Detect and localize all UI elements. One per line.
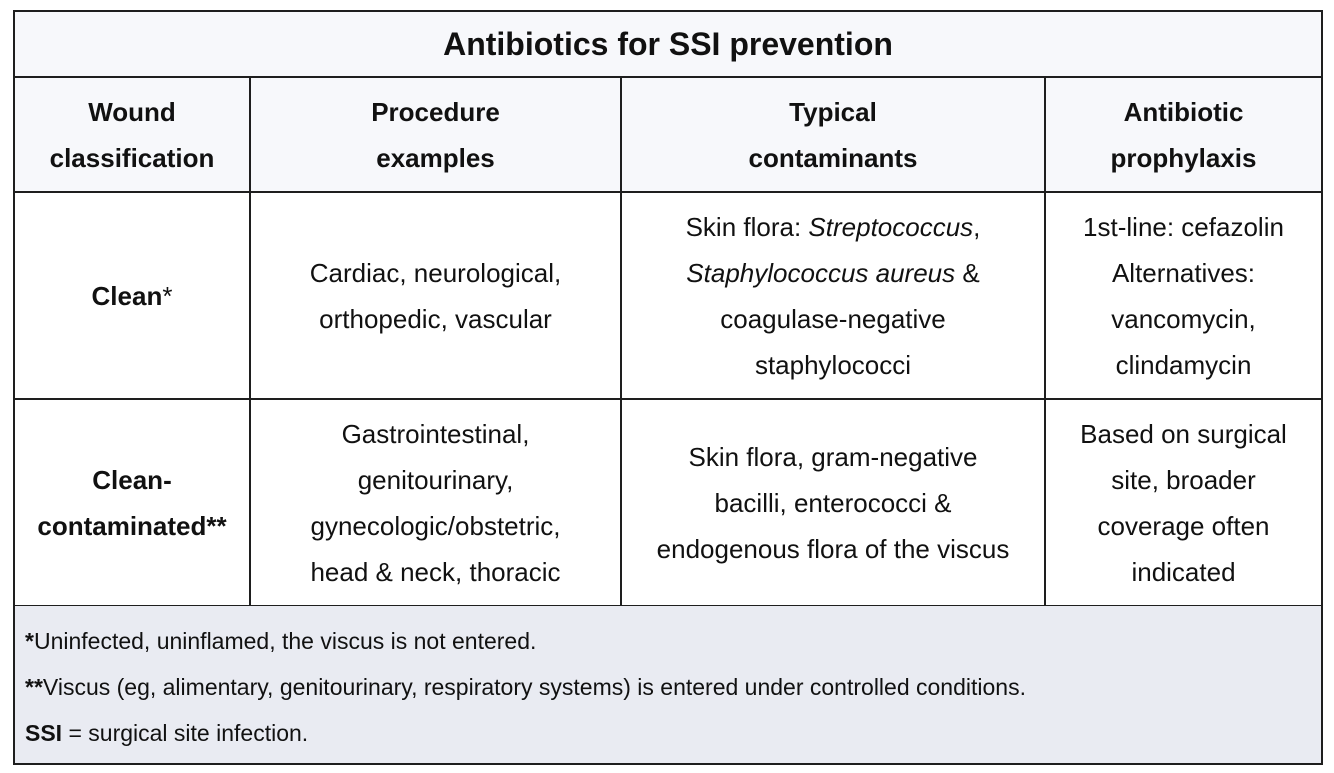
cell-line: head & neck, thoracic bbox=[310, 556, 561, 587]
cell-line: vancomycin, bbox=[1111, 303, 1256, 334]
footnote-marker: * bbox=[25, 628, 34, 654]
footnote-text: = surgical site infection. bbox=[62, 720, 309, 746]
header-line: Typical bbox=[789, 96, 877, 127]
table-title: Antibiotics for SSI prevention bbox=[15, 12, 1321, 78]
cell-line: staphylococci bbox=[754, 349, 912, 380]
cell-line: contaminated** bbox=[37, 510, 227, 541]
header-procedure-examples bbox=[250, 78, 621, 192]
text-fragment: , bbox=[973, 211, 981, 242]
footnotes-section bbox=[15, 606, 1321, 763]
cell-classification-clean bbox=[15, 192, 250, 399]
cell-contaminants-clean-contaminated bbox=[621, 399, 1045, 606]
cell-line: Skin flora, gram-negative bbox=[688, 441, 978, 472]
cell-line: endogenous flora of the viscus bbox=[656, 533, 1010, 564]
footnote-viscus bbox=[25, 664, 1311, 710]
cell-line: indicated bbox=[1131, 556, 1236, 587]
header-line: Wound bbox=[88, 96, 176, 127]
text-fragment: & bbox=[955, 257, 980, 288]
cell-line: Gastrointestinal, bbox=[341, 418, 530, 449]
antibiotics-table bbox=[15, 78, 1321, 607]
cell-line: Clean- bbox=[92, 464, 172, 495]
table-row-clean bbox=[15, 192, 1321, 399]
footnote-marker: ** bbox=[25, 674, 43, 700]
header-line: Antibiotic bbox=[1123, 96, 1244, 127]
header-line: Procedure bbox=[371, 96, 500, 127]
cell-line: coagulase-negative bbox=[720, 303, 946, 334]
footnote-text: Uninfected, uninflamed, the viscus is not entered. bbox=[33, 628, 537, 654]
footnote-mark: * bbox=[162, 280, 173, 311]
text-fragment: Skin flora: bbox=[685, 211, 809, 242]
cell-line: gynecologic/obstetric, bbox=[310, 510, 561, 541]
cell-line: Alternatives: bbox=[1111, 257, 1256, 288]
cell-line: site, broader bbox=[1111, 464, 1256, 495]
header-antibiotic-prophylaxis bbox=[1045, 78, 1321, 192]
footnote-marker: SSI bbox=[25, 720, 63, 746]
table-frame bbox=[13, 10, 1323, 765]
cell-line: clindamycin bbox=[1115, 349, 1252, 380]
cell-line: 1st-line: cefazolin bbox=[1083, 211, 1284, 242]
cell-line: coverage often bbox=[1097, 510, 1270, 541]
cell-line: genitourinary, bbox=[357, 464, 514, 495]
header-line: classification bbox=[49, 142, 215, 173]
footnote-text: Viscus (eg, alimentary, genitourinary, respiratory systems) is entered under controlled conditions. bbox=[42, 674, 1026, 700]
cell-contaminants-clean bbox=[621, 192, 1045, 399]
cell-procedures-clean bbox=[250, 192, 621, 399]
cell-prophylaxis-clean bbox=[1045, 192, 1321, 399]
table-row-clean-contaminated bbox=[15, 399, 1321, 606]
cell-line bbox=[630, 204, 1036, 250]
cell-line: Based on surgical bbox=[1080, 418, 1287, 449]
header-typical-contaminants bbox=[621, 78, 1045, 192]
cell-line: orthopedic, vascular bbox=[319, 303, 552, 334]
classification-name: Clean bbox=[91, 280, 163, 311]
cell-line bbox=[630, 250, 1036, 296]
header-wound-classification bbox=[15, 78, 250, 192]
organism-name: Staphylococcus aureus bbox=[686, 257, 956, 288]
cell-prophylaxis-clean-contaminated bbox=[1045, 399, 1321, 606]
organism-name: Streptococcus bbox=[808, 211, 974, 242]
cell-line: bacilli, enterococci & bbox=[714, 487, 952, 518]
header-row bbox=[15, 78, 1321, 192]
header-line: contaminants bbox=[748, 142, 918, 173]
header-line: prophylaxis bbox=[1110, 142, 1257, 173]
cell-line: Cardiac, neurological, bbox=[309, 257, 562, 288]
cell-procedures-clean-contaminated bbox=[250, 399, 621, 606]
header-line: examples bbox=[376, 142, 495, 173]
cell-classification-clean-contaminated bbox=[15, 399, 250, 606]
footnote-uninfected bbox=[25, 618, 1311, 664]
footnote-ssi bbox=[25, 710, 1311, 756]
